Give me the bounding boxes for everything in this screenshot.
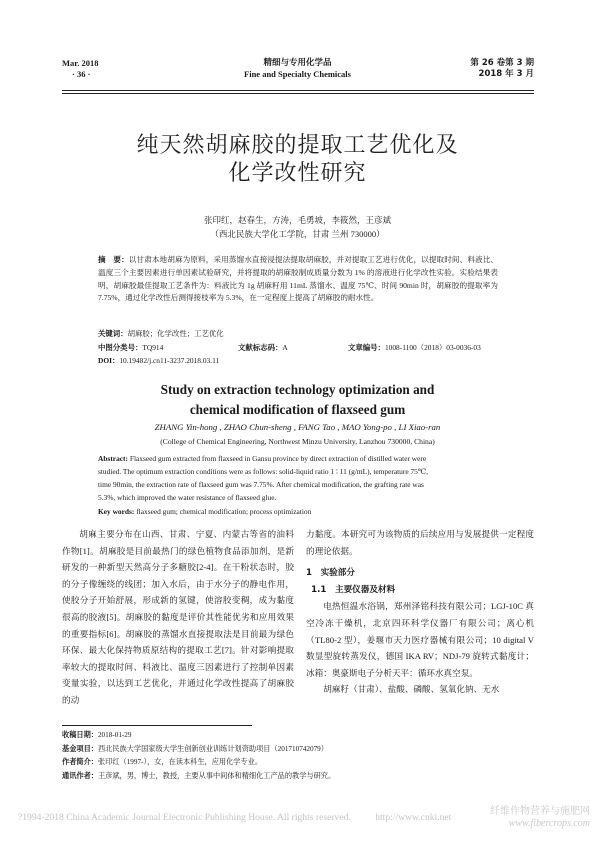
subsection-heading: 1.1 主要仪器及材料 [311,584,396,595]
abstract-en-line4: 5.3%, which improved the water resistance of flaxseed glue. [98,493,277,502]
section-heading: 1 实验部分 [306,568,355,579]
header-right [420,58,534,80]
body-paragraph: 电热恒温水浴锅，郑州泽铭科技有限公司；LGJ-10C 真空冷冻干燥机，北京四环科学仪器厂有限公司；离心机（TL80-2 型），姜堰市天力医疗器械有限公司；10 digital V 数显型旋转蒸发仪，德国 IKA RV；NDJ-79 旋转式黏度计；冰箱：奥豪斯电子分析天平：循环水真空泵。 [306,601,534,678]
keywords-zh-text: 胡麻胶；化学改性；工艺优化 [127,329,224,338]
title-zh-line1: 纯天然胡麻胶的提取工艺优化及 [136,133,459,158]
clc-field [98,343,163,353]
abstract-en-line3: time 90min, the extraction rate of flaxseed gum was 7.75%. After chemical modification, the grafting rate was [98,480,424,489]
title-en-line1: Study on extraction technology optimization and [160,382,435,397]
doc-code-label: 文献标志码： [238,343,283,352]
header-volume: 第 26 卷第 3 期 [470,58,534,68]
article-number-value: 1008-1100（2018）03-0036-03 [384,343,481,352]
watermark-zh: 纤维作物营养与施肥网 [490,806,590,817]
contact-label: 通讯作者： [62,771,98,780]
copyright-text: ?1994-2018 China Academic Journal Electronic Publishing House. All rights reserved. [18,812,351,823]
body-right-column [306,526,534,698]
header-center [200,58,395,80]
abstract-en-label: Abstract: [98,454,128,463]
copyright-footer [18,812,451,824]
title-en [0,380,595,420]
footnote-contact [62,770,534,784]
footnote-rule [62,725,252,726]
doc-code-value: A [282,343,288,352]
footnote-received [62,729,534,743]
abstract-zh [98,254,498,305]
clc-value: TQ914 [142,343,164,352]
header-date: Mar. 2018 [62,58,99,68]
footnotes [62,729,534,783]
keywords-zh [98,329,224,339]
journal-name-en: Fine and Specialty Chemicals [244,69,351,79]
doc-code-field [238,343,288,353]
body-paragraph-continued: 力黏度。本研究可为该物质的后续应用与发展提供一定程度的理论依据。 [306,529,534,556]
abstract-en-text1: Flaxseed gum extracted from flaxseed in Gansu province by direct extraction of distilled water were [129,454,427,463]
clc-label: 中图分类号： [98,343,143,352]
page-number: · 36 · [72,69,91,79]
authors-en: ZHANG Yin-hong , ZHAO Chun-sheng , FANG Tao , MAO Yong-po , LI Xiao-ran [154,422,441,432]
keywords-zh-label: 关键词： [98,329,128,338]
received-date: 2018-01-29 [97,731,132,739]
article-number-label: 文章编号： [348,343,385,352]
header-left [62,58,99,80]
body-left-column [62,526,294,709]
abstract-zh-text: 以甘肃本地胡麻为原料，采用蒸馏水直接浸提法提取胡麻胶，并对提取工艺进行优化，以提取时间、料液比、温度三个主要因素进行单因素试验研究，并将提取的胡麻胶制成质量分数为 1% 的溶液进行化学改性实验。实验结果表明，胡麻胶最佳提取工艺条件为：料液比为 1g 胡麻籽用 11mL 蒸馏水、温度 75℃、时间 90min 时，胡麻胶的提取率为 7.75%，通过化学改性后测得接枝率为 5.3%，在一定程度上提高了胡麻胶的耐水性。 [98,255,498,303]
fund-label: 基金项目： [62,744,98,753]
doi-label: DOI： [98,356,120,365]
body-paragraph: 胡麻籽（甘肃）、盐酸、磷酸、氢氧化钠、无水 [323,684,500,695]
header-issue-date: 2018 年 3 月 [478,69,534,79]
watermark [475,806,590,830]
abstract-zh-label: 摘 要： [98,255,129,264]
title-zh-line2: 化学改性研究 [228,161,367,186]
header-rule [62,90,534,91]
footnote-author [62,756,534,770]
keywords-en-label: Key words: [98,507,135,516]
doi-value: 10.19482/j.cn11-3237.2018.03.11 [119,356,220,365]
title-zh [0,132,595,188]
keywords-en [98,507,311,517]
keywords-en-text: flaxseed gum; chemical modification; process optimization [136,507,312,516]
authors-zh: 张印红，赵春生，方涛，毛勇坡，李筱然，王彦斌 [203,215,391,225]
title-en-line2: chemical modification of flaxseed gum [189,402,406,417]
footnote-fund [62,743,534,757]
doi-line [98,356,219,366]
header-rule-thin [62,93,534,94]
cnki-url: http://www.cnki.net [375,812,452,823]
abstract-en [98,452,498,504]
watermark-url: www.fibercrops.com [508,818,590,829]
article-number-field [348,343,481,353]
contact-text: 王彦斌，男，博士，教授，主要从事中间体和精细化工产品的教学与研究。 [97,771,336,780]
author-bio-label: 作者简介： [62,758,98,766]
affiliation-zh: （西北民族大学化工学院，甘肃 兰州 730000） [210,229,385,239]
fund-text: 西北民族大学国家级大学生创新创业训练计划资助项目（201710742079） [97,744,328,753]
journal-name-zh: 精细与专用化学品 [263,58,332,68]
affiliation-en: (College of Chemical Engineering, Northwest Minzu University, Lanzhou 730000, China) [160,437,435,446]
body-paragraph: 胡麻主要分布在山西、甘肃、宁夏、内蒙古等省的油料作物[1]。胡麻胶是目前最热门的绿色植物食品添加剂，是新研发的一种新型天然高分子多糖胶[2-4]。在干粉状态时，胶的分子像缠绕的线团；加入水后，由于水分子的静电作用，使胶分子开始舒展，形成新的氢键，使溶胶变稠，成为黏度很高的胶液[5]。胡麻胶的黏度是评价其性能优劣和应用效果的重要指标[6]。胡麻胶的蒸馏水直接提取法是目前最为绿色环保、最大化保持物质原结构的提取工艺[7]。针对影响提取率较大的提取时间、料液比、温度三因素进行了控制单因素变量实验，以达到工艺优化，并通过化学改性提高了胡麻胶的动 [62,529,294,705]
author-bio-text: 张印红（1997-），女，在读本科生，应用化学专业。 [97,758,263,766]
received-label: 收稿日期： [62,731,98,739]
abstract-en-line2: studied. The optimum extraction conditions were as follows: solid-liquid ratio 1 ∶ 11 (g/mL), temperature 75℃, [98,467,428,476]
abstract-en-line1 [98,452,498,465]
